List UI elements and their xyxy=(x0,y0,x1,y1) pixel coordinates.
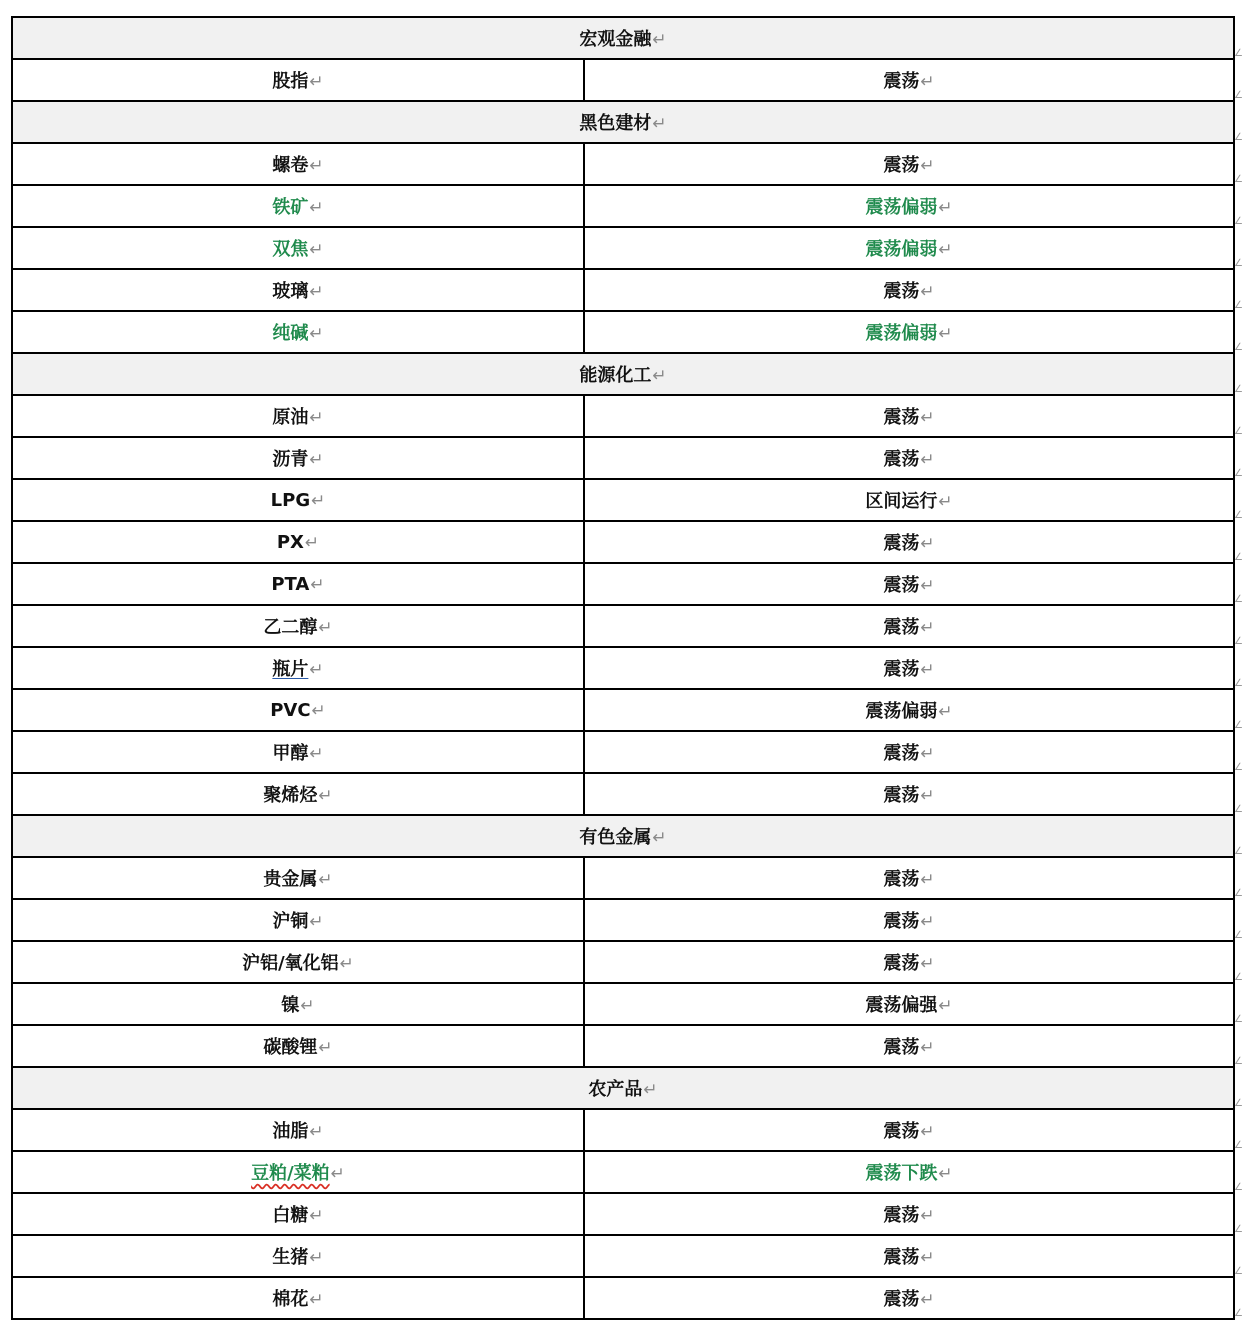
outlook-value: 震荡 xyxy=(883,281,920,302)
commodity-cell[interactable] xyxy=(12,1151,584,1193)
outlook-value: 震荡 xyxy=(883,617,920,638)
table-row xyxy=(12,983,1234,1025)
row-end-mark-icon: ∠ xyxy=(1234,48,1243,59)
commodity-cell[interactable] xyxy=(12,731,584,773)
commodity-cell[interactable] xyxy=(12,857,584,899)
outlook-value: 震荡 xyxy=(883,743,920,764)
table-row xyxy=(12,941,1234,983)
table-row xyxy=(12,605,1234,647)
outlook-cell[interactable] xyxy=(584,395,1234,437)
commodity-cell[interactable] xyxy=(12,1109,584,1151)
commodity-cell[interactable] xyxy=(12,479,584,521)
paragraph-mark-icon: ↵ xyxy=(938,702,953,722)
paragraph-mark-icon: ↵ xyxy=(311,700,326,721)
commodity-name: 玻璃 xyxy=(272,281,309,302)
paragraph-mark-icon: ↵ xyxy=(310,574,325,595)
outlook-cell[interactable] xyxy=(584,311,1234,353)
row-end-mark-icon: ∠ xyxy=(1234,1056,1243,1067)
row-end-mark-icon: ∠ xyxy=(1234,258,1243,269)
commodity-name: 碳酸锂 xyxy=(263,1037,318,1058)
commodity-cell[interactable] xyxy=(12,143,584,185)
section-header-row xyxy=(12,815,1234,857)
commodity-cell[interactable] xyxy=(12,941,584,983)
outlook-value: 震荡 xyxy=(883,953,920,974)
section-header-cell[interactable] xyxy=(12,17,1234,59)
paragraph-mark-icon: ↵ xyxy=(309,72,324,92)
commodity-cell[interactable] xyxy=(12,59,584,101)
row-end-mark-icon: ∠ xyxy=(1234,1140,1243,1151)
paragraph-mark-icon: ↵ xyxy=(938,1164,953,1184)
outlook-value: 震荡 xyxy=(883,1205,920,1226)
commodity-name: 沪铜 xyxy=(272,911,309,932)
row-end-mark-icon: ∠ xyxy=(1234,468,1243,479)
paragraph-mark-icon: ↵ xyxy=(920,786,935,806)
row-end-mark-icon: ∠ xyxy=(1234,762,1243,773)
paragraph-mark-icon: ↵ xyxy=(643,1080,658,1100)
paragraph-mark-icon: ↵ xyxy=(309,324,324,344)
row-end-mark-icon: ∠ xyxy=(1234,846,1243,857)
commodity-cell[interactable] xyxy=(12,1193,584,1235)
outlook-cell[interactable] xyxy=(584,941,1234,983)
commodity-name: PX xyxy=(276,531,304,553)
outlook-cell[interactable] xyxy=(584,521,1234,563)
paragraph-mark-icon: ↵ xyxy=(920,870,935,890)
paragraph-mark-icon: ↵ xyxy=(652,30,667,50)
row-end-mark-icon: ∠ xyxy=(1234,552,1243,563)
outlook-value: 震荡偏弱 xyxy=(865,197,938,218)
outlook-value: 震荡 xyxy=(883,155,920,176)
paragraph-mark-icon: ↵ xyxy=(309,408,324,428)
paragraph-mark-icon: ↵ xyxy=(938,198,953,218)
section-label: 宏观金融 xyxy=(579,29,652,50)
commodity-name: LPG xyxy=(270,489,311,511)
commodity-cell[interactable] xyxy=(12,605,584,647)
commodity-name: 沪铝/氧化铝 xyxy=(242,953,339,974)
row-end-mark-icon: ∠ xyxy=(1234,720,1243,731)
row-end-mark-icon: ∠ xyxy=(1234,132,1243,143)
paragraph-mark-icon: ↵ xyxy=(920,282,935,302)
commodity-cell[interactable] xyxy=(12,1277,584,1319)
paragraph-mark-icon: ↵ xyxy=(920,1122,935,1142)
paragraph-mark-icon: ↵ xyxy=(920,534,935,554)
row-end-mark-icon: ∠ xyxy=(1234,426,1243,437)
table-row xyxy=(12,59,1234,101)
table-row xyxy=(12,731,1234,773)
table-row xyxy=(12,1151,1234,1193)
outlook-cell[interactable] xyxy=(584,437,1234,479)
table-row xyxy=(12,395,1234,437)
paragraph-mark-icon: ↵ xyxy=(920,450,935,470)
paragraph-mark-icon: ↵ xyxy=(309,198,324,218)
row-end-mark-icon: ∠ xyxy=(1234,678,1243,689)
paragraph-mark-icon: ↵ xyxy=(309,156,324,176)
paragraph-mark-icon: ↵ xyxy=(920,408,935,428)
outlook-cell[interactable] xyxy=(584,983,1234,1025)
table-row xyxy=(12,689,1234,731)
outlook-value: 震荡 xyxy=(883,71,920,92)
outlook-cell[interactable] xyxy=(584,1025,1234,1067)
commodity-name: 棉花 xyxy=(272,1289,309,1310)
paragraph-mark-icon: ↵ xyxy=(311,490,326,511)
outlook-cell[interactable] xyxy=(584,857,1234,899)
outlook-value: 震荡 xyxy=(883,911,920,932)
outlook-cell[interactable] xyxy=(584,143,1234,185)
outlook-value: 震荡 xyxy=(883,533,920,554)
commodity-cell[interactable] xyxy=(12,437,584,479)
outlook-value: 震荡偏弱 xyxy=(865,323,938,344)
paragraph-mark-icon: ↵ xyxy=(300,996,315,1016)
commodity-name: 聚烯烃 xyxy=(263,785,318,806)
table-row xyxy=(12,143,1234,185)
outlook-value: 震荡 xyxy=(883,1121,920,1142)
section-header-cell[interactable] xyxy=(12,815,1234,857)
commodity-name: 纯碱 xyxy=(272,323,309,344)
paragraph-mark-icon: ↵ xyxy=(938,492,953,512)
row-end-mark-icon: ∠ xyxy=(1234,1266,1243,1277)
table-row xyxy=(12,647,1234,689)
table-row xyxy=(12,185,1234,227)
paragraph-mark-icon: ↵ xyxy=(920,1290,935,1310)
commodity-name: 股指 xyxy=(272,71,309,92)
commodity-cell[interactable] xyxy=(12,185,584,227)
paragraph-mark-icon: ↵ xyxy=(920,954,935,974)
table-row xyxy=(12,479,1234,521)
section-header-cell[interactable] xyxy=(12,353,1234,395)
outlook-cell[interactable] xyxy=(584,647,1234,689)
table-row xyxy=(12,1193,1234,1235)
paragraph-mark-icon: ↵ xyxy=(938,324,953,344)
commodity-cell[interactable] xyxy=(12,521,584,563)
commodity-cell[interactable] xyxy=(12,311,584,353)
table-row xyxy=(12,227,1234,269)
commodity-name: 铁矿 xyxy=(272,197,309,218)
commodity-cell[interactable] xyxy=(12,647,584,689)
commodity-name: 双焦 xyxy=(272,239,309,260)
table-row xyxy=(12,437,1234,479)
market-outlook-table xyxy=(11,16,1235,1320)
outlook-cell[interactable] xyxy=(584,563,1234,605)
outlook-value: 震荡偏弱 xyxy=(865,701,938,722)
paragraph-mark-icon: ↵ xyxy=(652,828,667,848)
commodity-name: 镍 xyxy=(281,995,300,1016)
commodity-name: 瓶片 xyxy=(272,659,309,680)
outlook-value: 震荡 xyxy=(883,1289,920,1310)
commodity-cell[interactable] xyxy=(12,227,584,269)
outlook-cell[interactable] xyxy=(584,185,1234,227)
paragraph-mark-icon: ↵ xyxy=(318,786,333,806)
table-row xyxy=(12,563,1234,605)
outlook-cell[interactable] xyxy=(584,1277,1234,1319)
outlook-cell[interactable] xyxy=(584,227,1234,269)
table-row xyxy=(12,857,1234,899)
paragraph-mark-icon: ↵ xyxy=(309,240,324,260)
outlook-value: 震荡下跌 xyxy=(865,1163,938,1184)
outlook-value: 震荡 xyxy=(883,575,920,596)
paragraph-mark-icon: ↵ xyxy=(920,72,935,92)
paragraph-mark-icon: ↵ xyxy=(920,660,935,680)
outlook-cell[interactable] xyxy=(584,479,1234,521)
table-row xyxy=(12,311,1234,353)
commodity-cell[interactable] xyxy=(12,1235,584,1277)
commodity-name: 贵金属 xyxy=(263,869,318,890)
commodity-cell[interactable] xyxy=(12,269,584,311)
row-end-mark-icon: ∠ xyxy=(1234,1014,1243,1025)
commodity-cell[interactable] xyxy=(12,773,584,815)
section-header-row xyxy=(12,17,1234,59)
outlook-cell[interactable] xyxy=(584,1193,1234,1235)
table-body xyxy=(12,17,1234,1319)
paragraph-mark-icon: ↵ xyxy=(309,1206,324,1226)
commodity-cell[interactable] xyxy=(12,689,584,731)
paragraph-mark-icon: ↵ xyxy=(318,1038,333,1058)
commodity-name: 原油 xyxy=(272,407,309,428)
outlook-value: 震荡 xyxy=(883,449,920,470)
outlook-cell[interactable] xyxy=(584,59,1234,101)
paragraph-mark-icon: ↵ xyxy=(920,576,935,596)
section-label: 农产品 xyxy=(588,1079,643,1100)
section-header-row xyxy=(12,353,1234,395)
commodity-cell[interactable] xyxy=(12,1025,584,1067)
paragraph-mark-icon: ↵ xyxy=(920,618,935,638)
commodity-cell[interactable] xyxy=(12,983,584,1025)
paragraph-mark-icon: ↵ xyxy=(652,114,667,134)
paragraph-mark-icon: ↵ xyxy=(920,156,935,176)
paragraph-mark-icon: ↵ xyxy=(309,1290,324,1310)
paragraph-mark-icon: ↵ xyxy=(920,1038,935,1058)
outlook-cell[interactable] xyxy=(584,1109,1234,1151)
outlook-value: 震荡 xyxy=(883,407,920,428)
outlook-cell[interactable] xyxy=(584,1151,1234,1193)
outlook-value: 区间运行 xyxy=(865,491,938,512)
paragraph-mark-icon: ↵ xyxy=(938,996,953,1016)
commodity-name: 沥青 xyxy=(272,449,309,470)
paragraph-mark-icon: ↵ xyxy=(309,282,324,302)
paragraph-mark-icon: ↵ xyxy=(309,450,324,470)
paragraph-mark-icon: ↵ xyxy=(339,954,354,974)
row-end-mark-icon: ∠ xyxy=(1234,1182,1243,1193)
commodity-cell[interactable] xyxy=(12,899,584,941)
commodity-name: 乙二醇 xyxy=(263,617,318,638)
section-header-row xyxy=(12,101,1234,143)
paragraph-mark-icon: ↵ xyxy=(938,240,953,260)
paragraph-mark-icon: ↵ xyxy=(920,744,935,764)
paragraph-mark-icon: ↵ xyxy=(318,618,333,638)
outlook-cell[interactable] xyxy=(584,899,1234,941)
table-row xyxy=(12,1109,1234,1151)
commodity-name: PTA xyxy=(271,573,310,595)
commodity-name: 豆粕/菜粕 xyxy=(251,1163,330,1184)
section-label: 有色金属 xyxy=(579,827,652,848)
outlook-cell[interactable] xyxy=(584,1235,1234,1277)
row-end-mark-icon: ∠ xyxy=(1234,1308,1243,1319)
row-end-mark-icon: ∠ xyxy=(1234,1224,1243,1235)
row-end-mark-icon: ∠ xyxy=(1234,216,1243,227)
section-header-cell[interactable] xyxy=(12,1067,1234,1109)
row-end-mark-icon: ∠ xyxy=(1234,384,1243,395)
table-row xyxy=(12,521,1234,563)
row-end-markers xyxy=(1234,16,1243,1319)
commodity-name: PVC xyxy=(270,699,311,721)
section-label: 能源化工 xyxy=(579,365,652,386)
paragraph-mark-icon: ↵ xyxy=(309,744,324,764)
outlook-cell[interactable] xyxy=(584,605,1234,647)
row-end-mark-icon: ∠ xyxy=(1234,90,1243,101)
commodity-name: 生猪 xyxy=(272,1247,309,1268)
outlook-cell[interactable] xyxy=(584,773,1234,815)
outlook-value: 震荡 xyxy=(883,659,920,680)
paragraph-mark-icon: ↵ xyxy=(309,1122,324,1142)
outlook-cell[interactable] xyxy=(584,731,1234,773)
table-row xyxy=(12,899,1234,941)
paragraph-mark-icon: ↵ xyxy=(318,870,333,890)
commodity-name: 甲醇 xyxy=(272,743,309,764)
row-end-mark-icon: ∠ xyxy=(1234,888,1243,899)
paragraph-mark-icon: ↵ xyxy=(309,912,324,932)
row-end-mark-icon: ∠ xyxy=(1234,972,1243,983)
outlook-value: 震荡 xyxy=(883,785,920,806)
outlook-value: 震荡偏弱 xyxy=(865,239,938,260)
paragraph-mark-icon: ↵ xyxy=(304,532,320,553)
paragraph-mark-icon: ↵ xyxy=(309,1248,324,1268)
outlook-value: 震荡 xyxy=(883,1247,920,1268)
paragraph-mark-icon: ↵ xyxy=(652,366,667,386)
commodity-name: 白糖 xyxy=(272,1205,309,1226)
commodity-cell[interactable] xyxy=(12,563,584,605)
section-header-cell[interactable] xyxy=(12,101,1234,143)
section-label: 黑色建材 xyxy=(579,113,652,134)
row-end-mark-icon: ∠ xyxy=(1234,342,1243,353)
row-end-mark-icon: ∠ xyxy=(1234,174,1243,185)
table-row xyxy=(12,269,1234,311)
table-row xyxy=(12,1277,1234,1319)
row-end-mark-icon: ∠ xyxy=(1234,510,1243,521)
section-header-row xyxy=(12,1067,1234,1109)
paragraph-mark-icon: ↵ xyxy=(309,660,324,680)
row-end-mark-icon: ∠ xyxy=(1234,1098,1243,1109)
row-end-mark-icon: ∠ xyxy=(1234,930,1243,941)
paragraph-mark-icon: ↵ xyxy=(330,1164,345,1184)
commodity-name: 油脂 xyxy=(272,1121,309,1142)
row-end-mark-icon: ∠ xyxy=(1234,300,1243,311)
outlook-value: 震荡 xyxy=(883,1037,920,1058)
outlook-value: 震荡偏强 xyxy=(865,995,938,1016)
row-end-mark-icon: ∠ xyxy=(1234,804,1243,815)
table-row xyxy=(12,773,1234,815)
commodity-name: 螺卷 xyxy=(272,155,309,176)
commodity-cell[interactable] xyxy=(12,395,584,437)
table-row xyxy=(12,1235,1234,1277)
paragraph-mark-icon: ↵ xyxy=(920,912,935,932)
row-end-mark-icon: ∠ xyxy=(1234,594,1243,605)
paragraph-mark-icon: ↵ xyxy=(920,1248,935,1268)
outlook-cell[interactable] xyxy=(584,269,1234,311)
table-row xyxy=(12,1025,1234,1067)
outlook-value: 震荡 xyxy=(883,869,920,890)
outlook-cell[interactable] xyxy=(584,689,1234,731)
paragraph-mark-icon: ↵ xyxy=(920,1206,935,1226)
row-end-mark-icon: ∠ xyxy=(1234,636,1243,647)
